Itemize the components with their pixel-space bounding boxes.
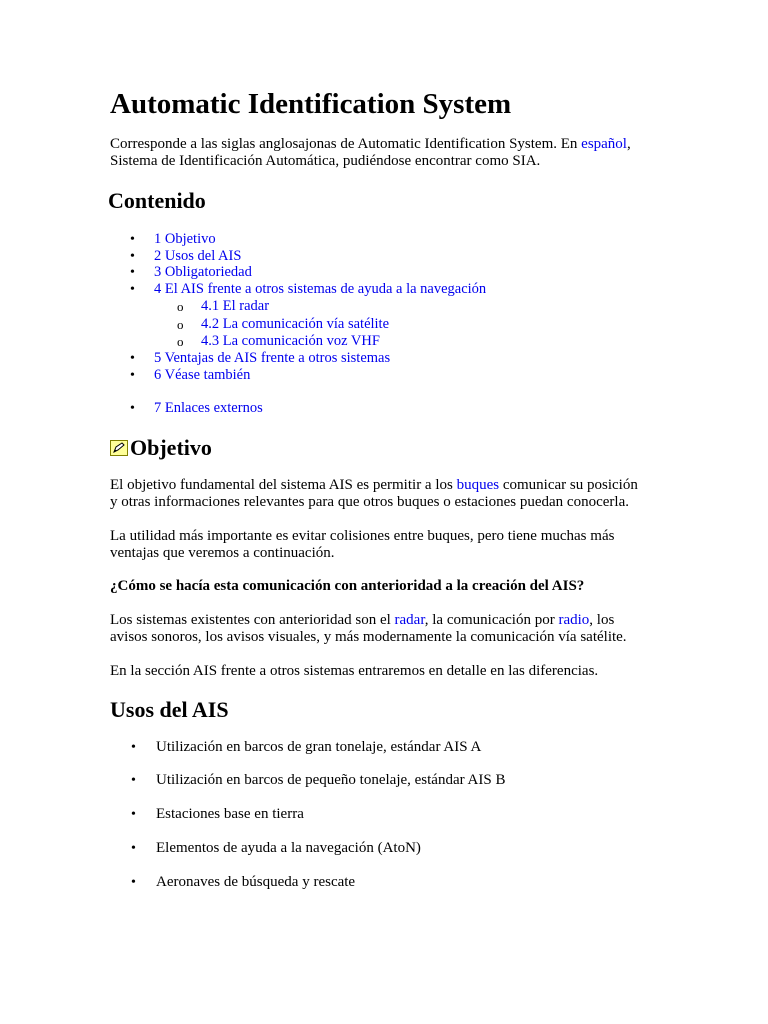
objetivo-paragraph-3-line2: avisos sonoros, los avisos visuales, y más modernamente la comunicación vía satélite.: [110, 629, 627, 645]
page-title: Automatic Identification System: [110, 88, 512, 120]
toc-item-usos[interactable]: 2 Usos del AIS: [154, 248, 242, 264]
bullet-icon: •: [130, 368, 135, 383]
bullet-icon: •: [130, 265, 135, 280]
sub-bullet-icon: o: [177, 334, 184, 349]
objetivo-text-1a: El objetivo fundamental del sistema AIS es permitir a los: [110, 477, 457, 493]
bullet-icon: •: [131, 841, 136, 856]
bullet-icon: •: [131, 807, 136, 822]
objetivo-paragraph-1-line1: [110, 477, 670, 494]
objetivo-paragraph-2-line2: ventajas que veremos a continuación.: [110, 545, 335, 561]
intro-text-2: ,: [626, 136, 631, 152]
objetivo-text-3a: Los sistemas existentes con anterioridad son el: [110, 612, 395, 628]
objetivo-paragraph-1-line2: y otras informaciones relevantes para que otros buques o estaciones puedan conocerla.: [110, 494, 629, 510]
espanol-link[interactable]: español: [581, 136, 627, 152]
intro-paragraph-line1: [110, 136, 670, 153]
toc-item-ais-frente[interactable]: 4 El AIS frente a otros sistemas de ayuda a la navegación: [154, 281, 487, 297]
bullet-icon: •: [130, 249, 135, 264]
sub-bullet-icon: o: [177, 299, 184, 314]
list-item: Utilización en barcos de pequeño tonelaje, estándar AIS B: [156, 772, 506, 788]
objetivo-paragraph-4: En la sección AIS frente a otros sistemas entraremos en detalle en las diferencias.: [110, 663, 599, 679]
toc-item-enlaces[interactable]: 7 Enlaces externos: [154, 400, 263, 416]
bullet-icon: •: [131, 875, 136, 890]
list-item: Estaciones base en tierra: [156, 806, 304, 822]
radio-link[interactable]: radio: [558, 612, 590, 628]
toc-heading: Contenido: [108, 188, 206, 213]
buques-link[interactable]: buques: [456, 477, 500, 493]
objetivo-paragraph-3-line1: [110, 612, 670, 629]
intro-text-1: Corresponde a las siglas anglosajonas de Automatic Identification System. En: [110, 136, 582, 152]
toc-item-ventajas[interactable]: 5 Ventajas de AIS frente a otros sistemas: [154, 350, 391, 366]
objetivo-text-1b: comunicar su posición: [499, 477, 638, 493]
bullet-icon: •: [130, 282, 135, 297]
bullet-icon: •: [130, 232, 135, 247]
intro-paragraph-line2: Sistema de Identificación Automática, pudiéndose encontrar como SIA.: [110, 153, 541, 169]
toc-subitem-radar[interactable]: 4.1 El radar: [201, 298, 270, 314]
toc-subitem-satelite[interactable]: 4.2 La comunicación vía satélite: [201, 316, 390, 332]
objetivo-paragraph-2-line1: La utilidad más importante es evitar colisiones entre buques, pero tiene muchas más: [110, 528, 615, 544]
radar-link[interactable]: radar: [394, 612, 425, 628]
toc-item-objetivo[interactable]: 1 Objetivo: [154, 231, 216, 247]
list-item: Aeronaves de búsqueda y rescate: [156, 874, 356, 890]
toc-item-obligatoriedad[interactable]: 3 Obligatoriedad: [154, 264, 252, 280]
objetivo-question: ¿Cómo se hacía esta comunicación con anterioridad a la creación del AIS?: [110, 578, 585, 594]
objetivo-text-3c: , los: [589, 612, 615, 628]
objetivo-text-3b: , la comunicación por: [424, 612, 559, 628]
section-heading-usos: Usos del AIS: [110, 697, 229, 722]
sub-bullet-icon: o: [177, 317, 184, 332]
list-item: Elementos de ayuda a la navegación (AtoN): [156, 840, 421, 856]
toc-subitem-vhf[interactable]: 4.3 La comunicación voz VHF: [201, 333, 380, 349]
edit-icon[interactable]: [110, 440, 128, 456]
section-heading-objetivo: Objetivo: [130, 435, 212, 460]
bullet-icon: •: [131, 773, 136, 788]
bullet-icon: •: [130, 401, 135, 416]
bullet-icon: •: [131, 740, 136, 755]
bullet-icon: •: [130, 351, 135, 366]
toc-item-vease[interactable]: 6 Véase también: [154, 367, 251, 383]
list-item: Utilización en barcos de gran tonelaje, estándar AIS A: [156, 739, 482, 755]
